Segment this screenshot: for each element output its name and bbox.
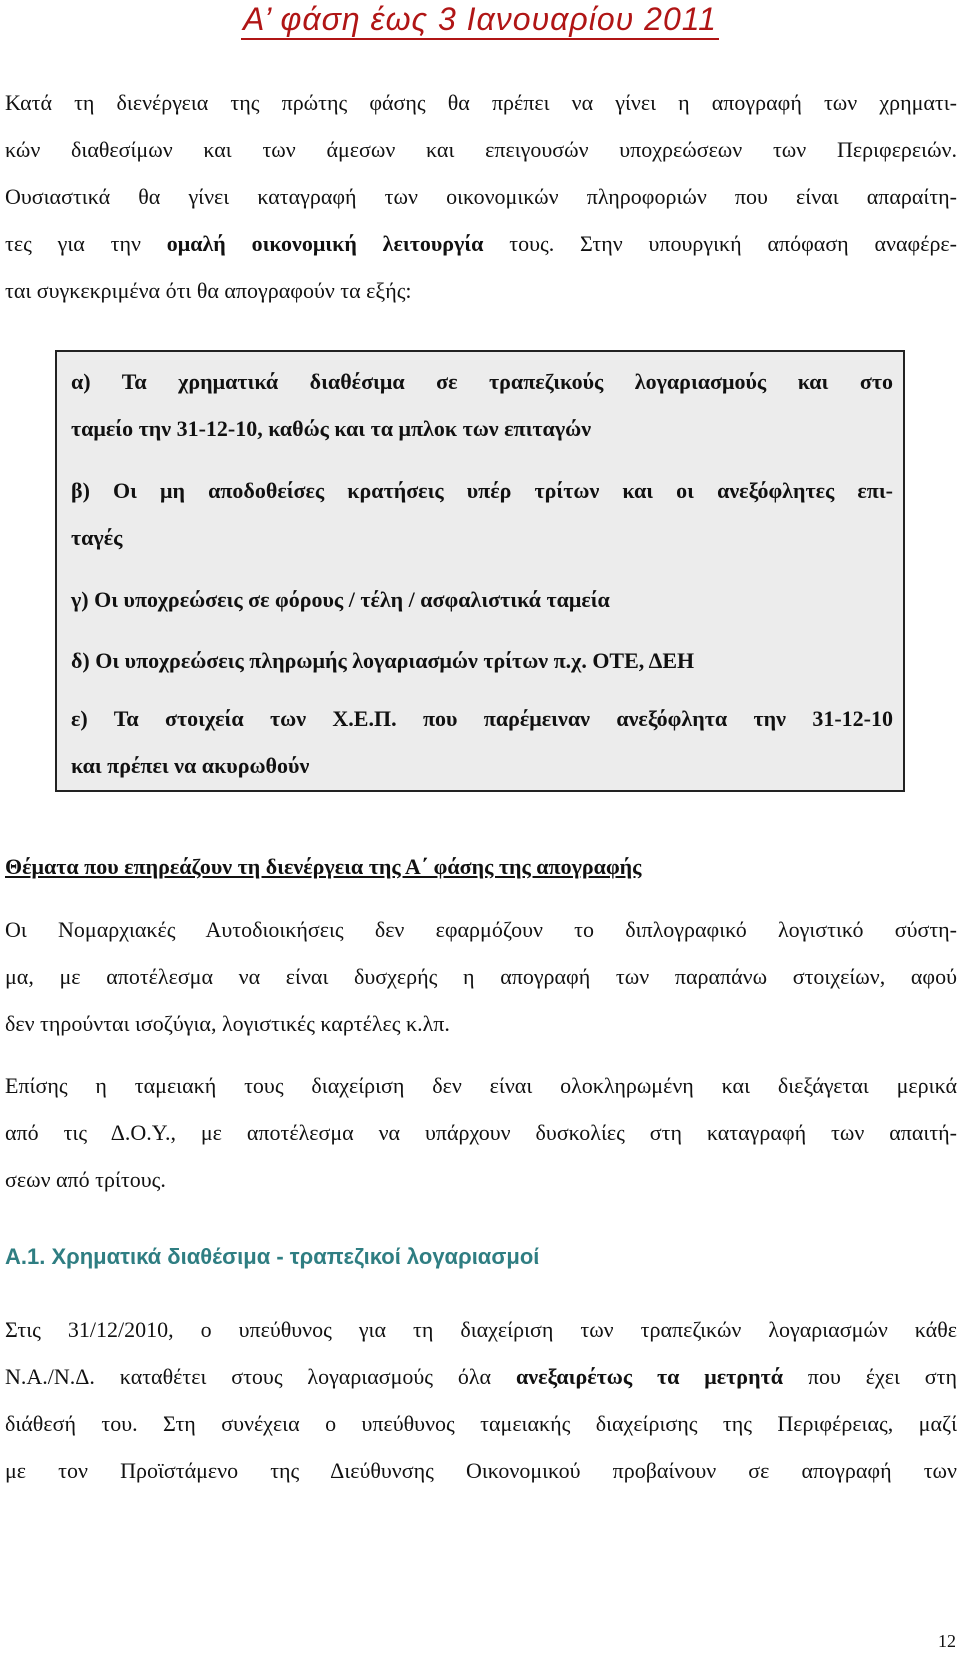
bold-phrase: ομαλή οικονομική λειτουργία	[166, 231, 484, 256]
requirements-box	[55, 350, 905, 792]
text-line: σεων από τρίτους.	[5, 1167, 166, 1192]
text-line: δεν τηρούνται ισοζύγια, λογιστικές καρτέλες κ.λπ.	[5, 1011, 450, 1036]
text-line: Στις 31/12/2010, ο υπεύθυνος για τη διαχείριση των τραπεζικών λογαριασμών κάθε	[5, 1317, 957, 1342]
list-item-e: ε) Τα στοιχεία των Χ.Ε.Π. που παρέμειναν ανεξόφλητα την 31-12-10 και πρέπει να ακυρωθούν	[71, 706, 893, 778]
paragraph-treasury	[5, 1062, 957, 1203]
text-line: διάθεσή του. Στη συνέχεια ο υπεύθυνος ταμειακής διαχείρισης της Περιφέρειας, μαζί	[5, 1411, 957, 1436]
intro-paragraph	[5, 79, 957, 314]
bold-phrase: ανεξαιρέτως τα μετρητά	[515, 1364, 783, 1389]
list-item-b: β) Οι μη αποδοθείσες κρατήσεις υπέρ τρίτων και οι ανεξόφλητες επι- ταγές	[71, 478, 893, 550]
subsection-heading: Α.1. Χρηματικά διαθέσιμα - τραπεζικοί λογαριασμοί	[5, 1244, 540, 1269]
paragraph-accounting	[5, 906, 957, 1047]
paragraph-bank-accounts	[5, 1306, 957, 1494]
page-number: 12	[938, 1631, 956, 1651]
text-line: Οι Νομαρχιακές Αυτοδιοικήσεις δεν εφαρμόζουν το διπλογραφικό λογιστικό σύστη-	[5, 917, 957, 942]
list-item-a: α) Τα χρηματικά διαθέσιμα σε τραπεζικούς λογαριασμούς και στο ταμείο την 31-12-10, καθώς και τα μπλοκ των επιταγών	[71, 369, 893, 441]
text-line: Ουσιαστικά θα γίνει καταγραφή των οικονομικών πληροφοριών που είναι απαραίτη-	[5, 184, 957, 209]
page-title: Α’ φάση έως 3 Ιανουαρίου 2011	[0, 2, 960, 36]
text-line: μα, με αποτέλεσμα να είναι δυσχερής η απογραφή των παραπάνω στοιχείων, αφού	[5, 964, 957, 989]
text-line: τες για την ομαλή οικονομική λειτουργία τους. Στην υπουργική απόφαση αναφέρε-	[5, 231, 957, 256]
text-line: με τον Προϊστάμενο της Διεύθυνσης Οικονομικού προβαίνουν σε απογραφή των	[5, 1458, 957, 1483]
text-line: Επίσης η ταμειακή τους διαχείριση δεν είναι ολοκληρωμένη και διεξάγεται μερικά	[5, 1073, 957, 1098]
text-line: Ν.Α./Ν.Δ. καταθέτει στους λογαριασμούς όλα ανεξαιρέτως τα μετρητά που έχει στη	[5, 1364, 957, 1389]
text-line: Κατά τη διενέργεια της πρώτης φάσης θα πρέπει να γίνει η απογραφή των χρηματι-	[5, 90, 957, 115]
list-item-c: γ) Οι υποχρεώσεις σε φόρους / τέλη / ασφαλιστικά ταμεία	[71, 587, 610, 612]
text-line: ται συγκεκριμένα ότι θα απογραφούν τα εξής:	[5, 278, 412, 303]
text-line: κών διαθεσίμων και των άμεσων και επειγουσών υποχρεώσεων των Περιφερειών.	[5, 137, 957, 162]
text-line: από τις Δ.Ο.Υ., με αποτέλεσμα να υπάρχουν δυσκολίες στη καταγραφή των απαιτή-	[5, 1120, 957, 1145]
section-title: Θέματα που επηρεάζουν τη διενέργεια της Α΄ φάσης της απογραφής	[5, 854, 642, 879]
list-item-d: δ) Οι υποχρεώσεις πληρωμής λογαριασμών τρίτων π.χ. ΟΤΕ, ΔΕΗ	[71, 648, 695, 673]
